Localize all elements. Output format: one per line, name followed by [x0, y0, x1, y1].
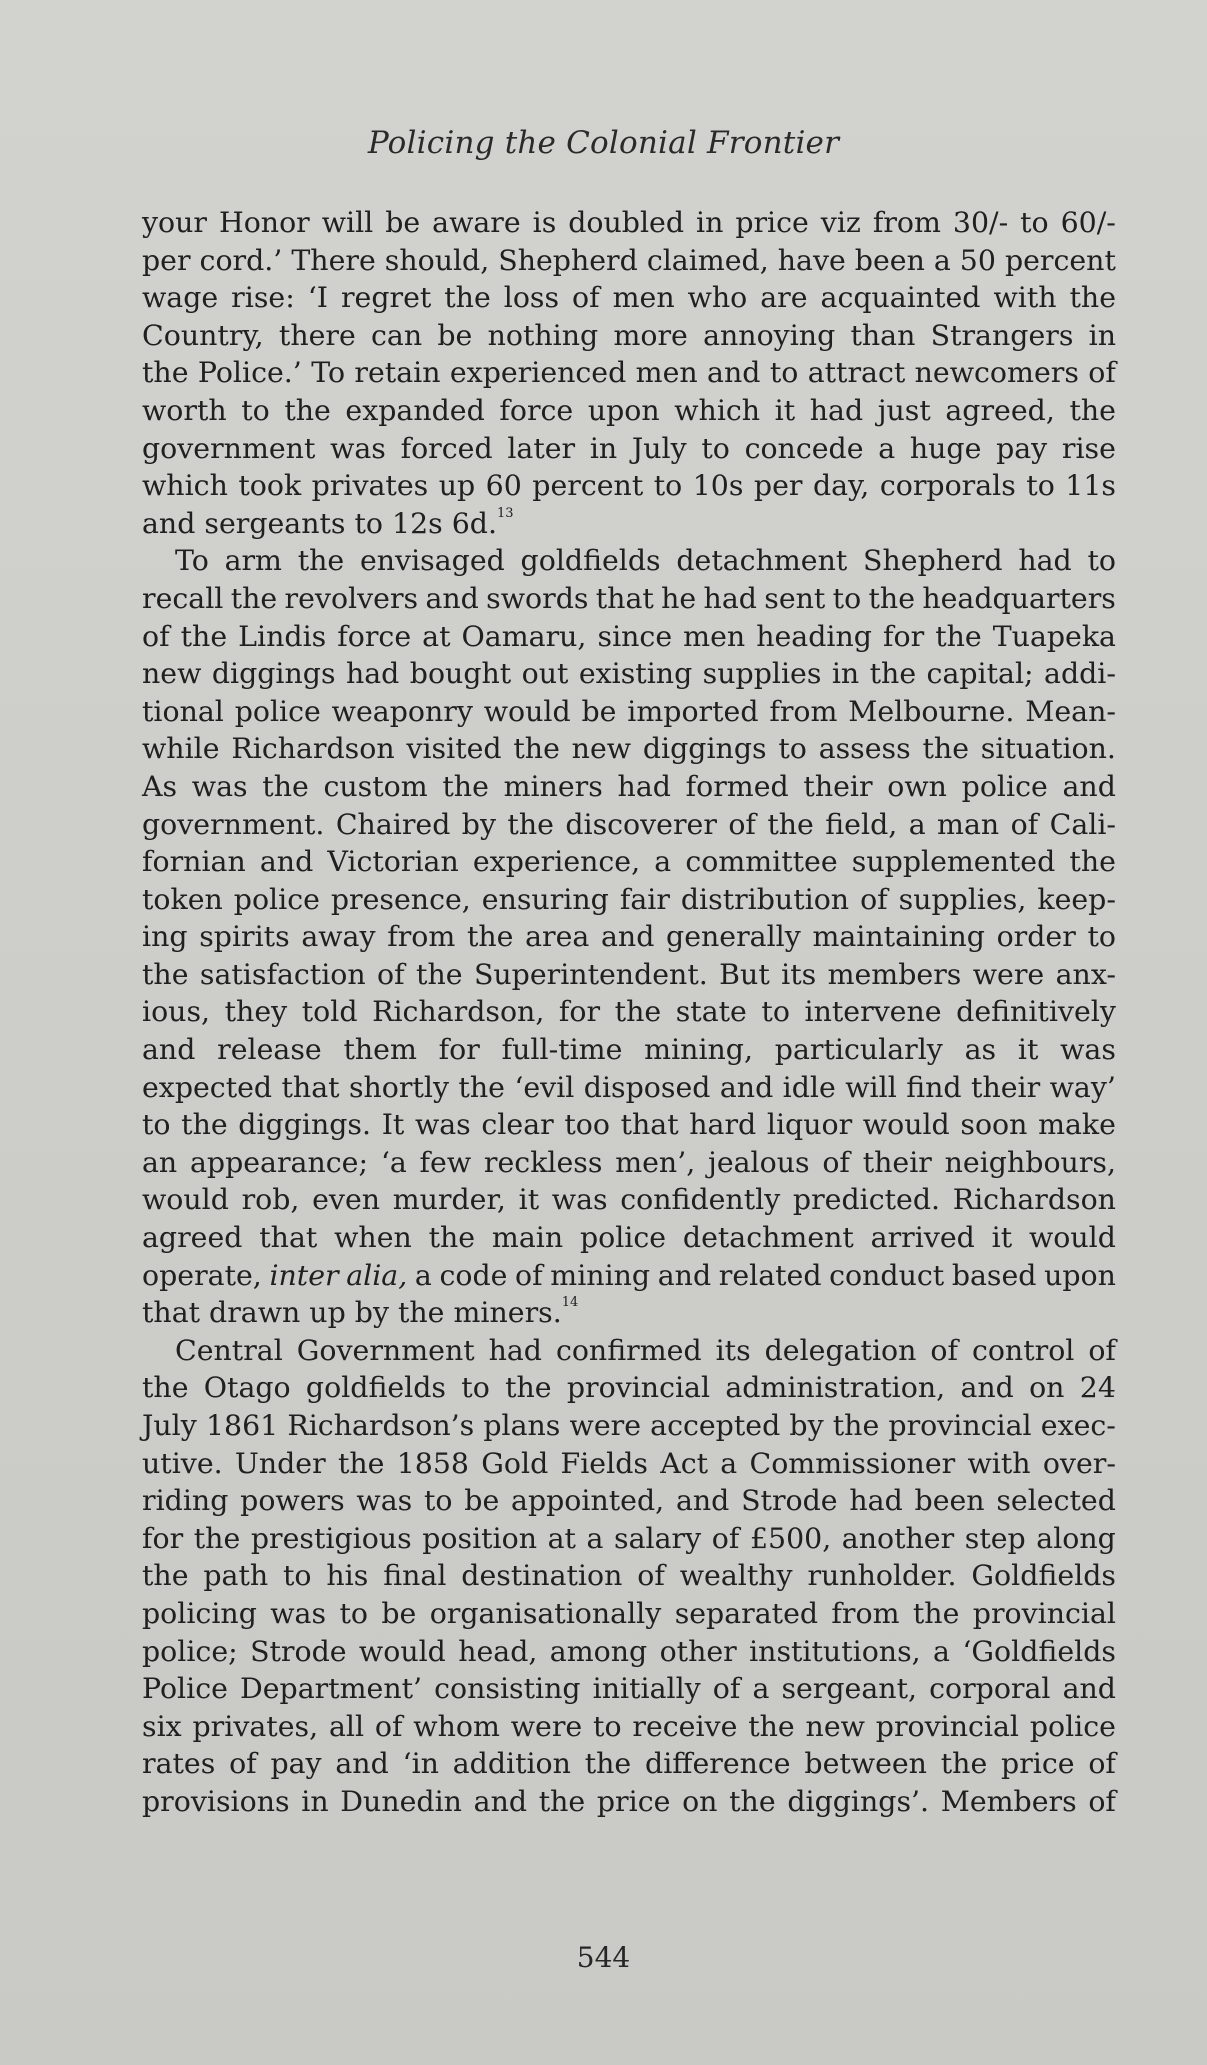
text-line: Country, there can be nothing more annoying than Strangers in — [142, 318, 1116, 352]
text-line: July 1861 Richardson’s plans were accepted by the provincial exec- — [142, 1409, 1116, 1442]
text-line: tional police weaponry would be imported from Melbourne. Mean- — [142, 694, 1116, 728]
text-line: per cord.’ There should, Shepherd claimed, have been a 50 percent — [142, 243, 1116, 277]
text-line: the path to his final destination of wealthy runholder. Goldfields — [142, 1559, 1116, 1593]
text-line: government was forced later in July to concede a huge pay rise — [142, 431, 1116, 465]
text-line: police; Strode would head, among other institutions, a ‘Goldfields — [142, 1634, 1116, 1668]
text-line: ing spirits away from the area and generally maintaining order to — [142, 920, 1116, 954]
text-line: would rob, even murder, it was confidently predicted. Richardson — [142, 1183, 1116, 1217]
text-line: of the Lindis force at Oamaru, since men heading for the Tuapeka — [142, 619, 1116, 653]
text-line: an appearance; ‘a few reckless men’, jealous of their neighbours, — [142, 1145, 1116, 1179]
text-line: for the prestigious position at a salary of £500, another step along — [142, 1521, 1116, 1555]
text-line: which took privates up 60 percent to 10s per day, corporals to 11s — [142, 469, 1116, 503]
text-line: wage rise: ‘I regret the loss of men who are acquainted with the — [142, 281, 1116, 315]
text-line: and sergeants to 12s 6d.$^{13}$ — [142, 505, 514, 540]
text-line: operate, inter alia, a code of mining and related conduct based upon — [142, 1258, 1116, 1292]
text-line: and release them for full-time mining, particularly as it was — [142, 1033, 1116, 1067]
text-line: that drawn up by the miners.$^{14}$ — [142, 1295, 579, 1330]
text-line: to the diggings. It was clear too that hard liquor would soon make — [142, 1108, 1116, 1142]
text-line: expected that shortly the ‘evil disposed and idle will find their way’ — [142, 1070, 1116, 1104]
footnote-marker: 13 — [496, 505, 514, 521]
text-line: six privates, all of whom were to receive the new provincial police — [142, 1709, 1116, 1743]
text-line: your Honor will be aware is doubled in price viz from 30/- to 60/- — [142, 206, 1116, 239]
text-line: Police Department’ consisting initially of a sergeant, corporal and — [142, 1672, 1116, 1706]
text-line: new diggings had bought out existing supplies in the capital; addi- — [142, 657, 1116, 691]
text-line: ious, they told Richardson, for the state to intervene definitively — [142, 995, 1116, 1029]
text-line: while Richardson visited the new diggings to assess the situation. — [142, 732, 1116, 766]
text-line: government. Chaired by the discoverer of the field, a man of Cali- — [142, 807, 1116, 841]
page-number: 544 — [576, 1941, 631, 1974]
body-text — [142, 204, 1116, 1821]
running-head: Policing the Colonial Frontier — [367, 125, 840, 161]
text-line: token police presence, ensuring fair distribution of supplies, keep- — [142, 882, 1116, 916]
text-line: agreed that when the main police detachment arrived it would — [142, 1221, 1116, 1255]
text-line: the Police.’ To retain experienced men and to attract newcomers of — [142, 356, 1116, 390]
text-line: utive. Under the 1858 Gold Fields Act a Commissioner with over- — [142, 1446, 1116, 1480]
text-line: recall the revolvers and swords that he had sent to the headquarters — [142, 581, 1116, 615]
text-line: rates of pay and ‘in addition the difference between the price of — [142, 1747, 1116, 1781]
text-line: the satisfaction of the Superintendent. But its members were anx- — [142, 957, 1116, 991]
text-line: riding powers was to be appointed, and Strode had been selected — [142, 1484, 1116, 1518]
text-line: policing was to be organisationally separated from the provincial — [142, 1596, 1116, 1630]
text-line: Central Government had confirmed its delegation of control of — [175, 1333, 1116, 1367]
text-line: the Otago goldfields to the provincial administration, and on 24 — [142, 1371, 1116, 1405]
text-line: fornian and Victorian experience, a committee supplemented the — [142, 845, 1116, 879]
text-line: As was the custom the miners had formed their own police and — [142, 769, 1116, 803]
text-line: provisions in Dunedin and the price on the diggings’. Members of — [142, 1784, 1116, 1818]
footnote-marker: 14 — [561, 1295, 579, 1311]
text-line: To arm the envisaged goldfields detachment Shepherd had to — [175, 544, 1116, 578]
text-line: worth to the expanded force upon which it had just agreed, the — [142, 393, 1116, 427]
